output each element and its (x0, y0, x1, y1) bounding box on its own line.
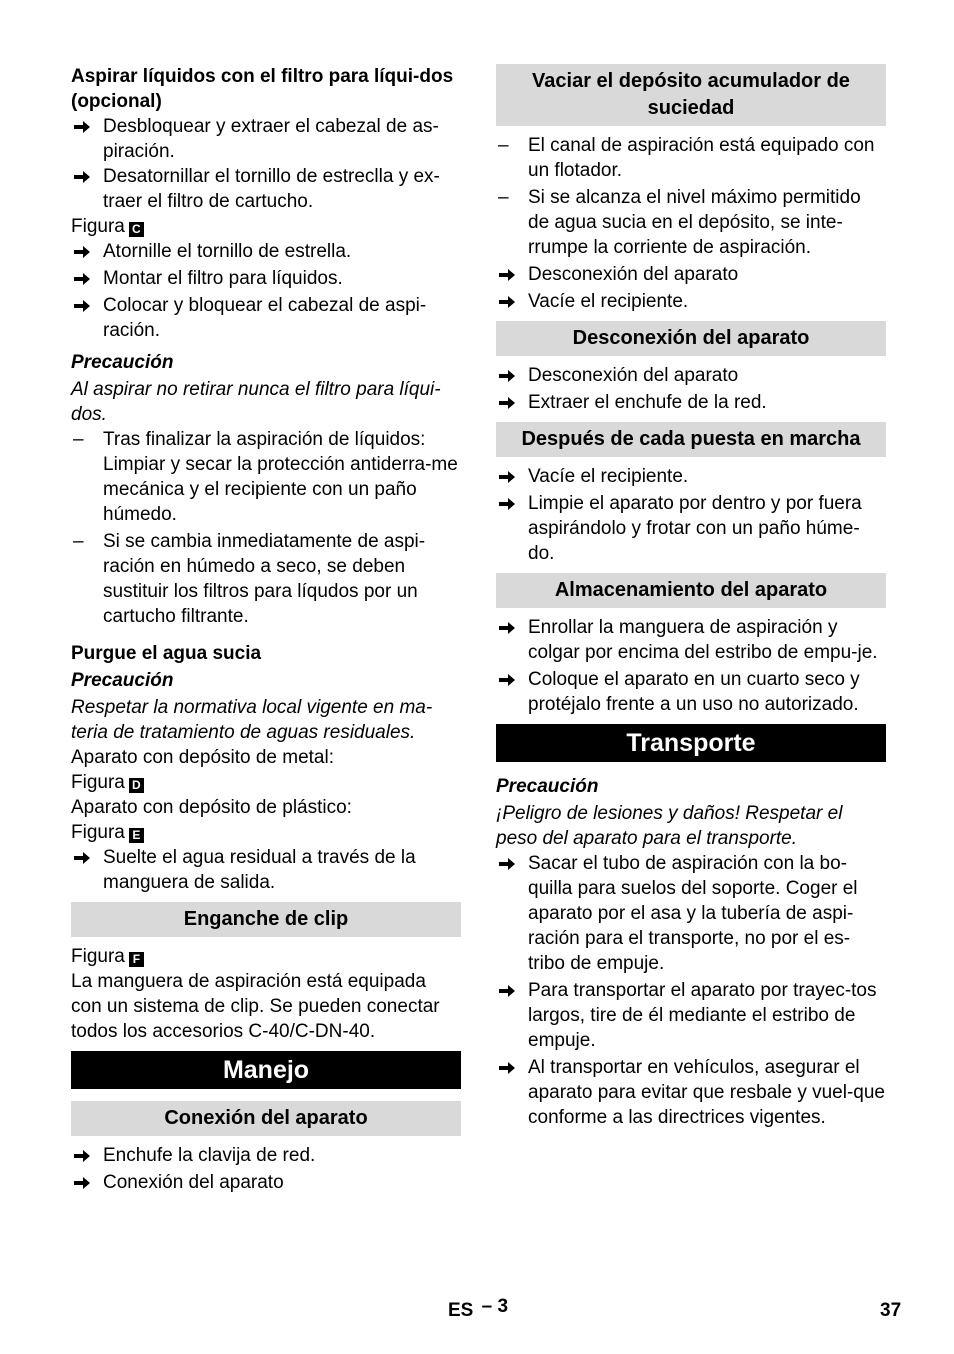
step-list (496, 615, 886, 717)
disconnect-section-heading: Desconexión del aparato (496, 321, 886, 356)
dash-bullet: – (73, 531, 84, 552)
drain-heading: Purgue el agua sucia (71, 643, 262, 664)
right-column (496, 64, 886, 1130)
dash-list (71, 427, 461, 629)
step-item: Suelte el agua residual a través de la manguera de salida. (71, 845, 461, 895)
figure-letter-badge: C (129, 222, 144, 237)
caution-title: Precaución (71, 670, 174, 691)
step-item: Al transportar en vehículos, asegurar el aparato para evitar que resbale y vuel-que conforme a las directrices vigentes. (496, 1055, 886, 1130)
dash-list (496, 133, 886, 314)
step-list (71, 239, 461, 343)
arrow-right-icon (73, 114, 97, 134)
left-column (71, 64, 461, 1195)
transport-chapter-heading: Transporte (496, 724, 886, 762)
clip-description: La manguera de aspiración está equipada con un sistema de clip. Se pueden conectar todos los accesorios C-40/C-DN-40. (71, 971, 440, 1042)
footer-section-marker (448, 1298, 508, 1323)
step-item: Para transportar el aparato por trayec-tos largos, tire de él mediante el estribo de empuje. (496, 978, 886, 1053)
figure-letter-badge: E (129, 828, 144, 843)
step-list (71, 114, 461, 214)
caution-text: Respetar la normativa local vigente en ma-teria de tratamiento de aguas residuales. (71, 697, 433, 743)
arrow-right-icon (498, 491, 522, 511)
dash-item: – El canal de aspiración está equipado con un flotador. (498, 135, 875, 181)
arrow-right-icon (498, 851, 522, 871)
step-item: Montar el filtro para líquidos. (71, 266, 461, 291)
caution-title: Precaución (496, 776, 599, 797)
step-item: Conexión del aparato (71, 1170, 461, 1195)
step-item: Vacíe el recipiente. (496, 289, 886, 314)
figure-letter-badge: D (129, 778, 144, 793)
step-item: Desconexión del aparato (496, 262, 886, 287)
arrow-right-icon (498, 390, 522, 410)
dash-bullet: – (498, 187, 509, 208)
step-item: Enrollar la manguera de aspiración y colgar por encima del estribo de empu-je. (496, 615, 886, 665)
storage-section-heading: Almacenamiento del aparato (496, 573, 886, 608)
step-item: Desconexión del aparato (496, 363, 886, 388)
step-list (496, 851, 886, 1130)
arrow-right-icon (73, 239, 97, 259)
footer-language: ES (448, 1300, 474, 1321)
arrow-right-icon (498, 615, 522, 635)
footer-section-page: – 3 (481, 1296, 509, 1317)
dash-bullet: – (73, 429, 84, 450)
figure-ref: Figura C (71, 214, 461, 239)
caution-text: Al aspirar no retirar nunca el filtro para líqui-dos. (71, 379, 441, 425)
figure-letter-badge: F (129, 952, 144, 967)
clip-section-heading: Enganche de clip (71, 902, 461, 937)
figure-ref: Figura D (71, 770, 461, 795)
dash-bullet: – (498, 135, 509, 156)
step-list (496, 464, 886, 566)
liquids-filter-heading: Aspirar líquidos con el filtro para líqui-dos (opcional) (71, 66, 454, 112)
step-item: Atornille el tornillo de estrella. (71, 239, 461, 264)
step-item: Desatornillar el tornillo de estreclla y ex-traer el filtro de cartucho. (71, 164, 461, 214)
figure-ref: Figura E (71, 820, 461, 845)
caution-title: Precaución (71, 352, 174, 373)
arrow-right-icon (498, 464, 522, 484)
arrow-right-icon (73, 164, 97, 184)
step-item: Vacíe el recipiente. (496, 464, 886, 489)
step-item: Extraer el enchufe de la red. (496, 390, 886, 415)
figure-ref: Figura F (71, 944, 461, 969)
arrow-right-icon (498, 262, 522, 282)
connection-section-heading: Conexión del aparato (71, 1101, 461, 1136)
plastic-tank-text: Aparato con depósito de plástico: (71, 797, 352, 818)
arrow-right-icon (498, 289, 522, 309)
arrow-right-icon (498, 667, 522, 687)
step-item: Coloque el aparato en un cuarto seco y protéjalo frente a un uso no autorizado. (496, 667, 886, 717)
step-item: Enchufe la clavija de red. (71, 1143, 461, 1168)
arrow-right-icon (73, 266, 97, 286)
arrow-right-icon (498, 978, 522, 998)
step-item: Sacar el tubo de aspiración con la bo-quilla para suelos del soporte. Coger el aparato por el asa y la tubería de aspi-ración para el transporte, no por el es-tribo de empuje. (496, 851, 886, 976)
arrow-right-icon (73, 293, 97, 313)
dash-item: – Si se alcanza el nivel máximo permitido de agua sucia en el depósito, se inte-rrumpe la corriente de aspiración. (498, 187, 861, 258)
step-item: Colocar y bloquear el cabezal de aspi-ración. (71, 293, 461, 343)
dash-item: – Tras finalizar la aspiración de líquidos: Limpiar y secar la protección antiderra-me mecánica y el recipiente con un paño húmedo. (73, 429, 458, 525)
step-list (71, 1143, 461, 1195)
step-item: Desbloquear y extraer el cabezal de as-piración. (71, 114, 461, 164)
after-use-section-heading: Después de cada puesta en marcha (496, 422, 886, 457)
empty-tank-section-heading: Vaciar el depósito acumulador de suciedad (496, 64, 886, 126)
arrow-right-icon (498, 1055, 522, 1075)
arrow-right-icon (73, 845, 97, 865)
arrow-right-icon (73, 1143, 97, 1163)
dash-item: – Si se cambia inmediatamente de aspi-ración en húmedo a seco, se deben sustituir los filtros para líqudos por un cartucho filtrante. (73, 531, 426, 627)
step-item: Limpie el aparato por dentro y por fuera aspirándolo y frotar con un paño húme-do. (496, 491, 886, 566)
metal-tank-text: Aparato con depósito de metal: (71, 747, 335, 768)
page-number: 37 (880, 1300, 902, 1321)
arrow-right-icon (498, 363, 522, 383)
caution-text: ¡Peligro de lesiones y daños! Respetar el peso del aparato para el transporte. (496, 803, 843, 849)
arrow-right-icon (73, 1170, 97, 1190)
manejo-chapter-heading: Manejo (71, 1051, 461, 1089)
step-list (496, 363, 886, 415)
